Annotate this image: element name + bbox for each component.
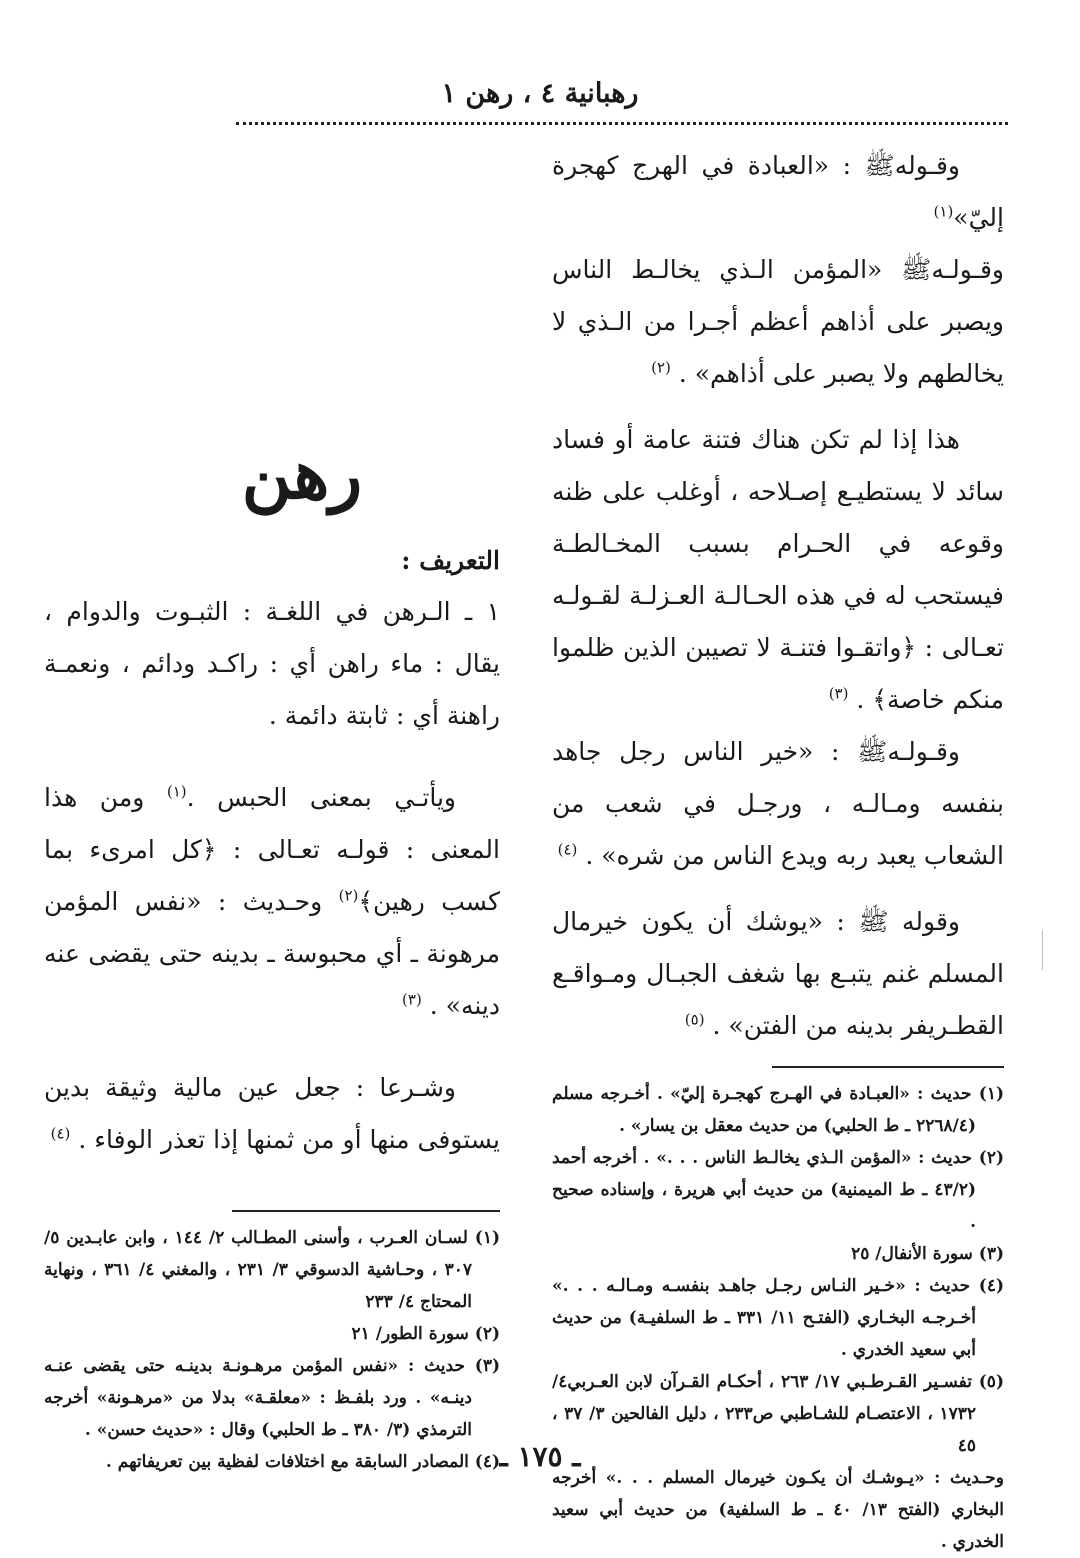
article-title: رهن (241, 435, 363, 515)
footnote-marker: (٥) (684, 1010, 705, 1029)
footnote: (٤) حديث : «خـير النـاس رجـل جاهـد بنفسـه ومـالـه . . .» أخـرجـه البخـاري (الفتـح ١١/ ٣٣١ ـ ط السلفيـة) من حديث أبي سعيد الخدري . (552, 1276, 1004, 1360)
gutter-mark (1042, 930, 1043, 970)
footnote-marker: (٣) (828, 684, 849, 703)
paragraph: هذا إذا لم تكن هناك فتنة عامة أو فساد سائد لا يستطيـع إصـلاحه ، أوغلب على ظنه وقوعه في الحـرام بسبب المخـالطـة فيستحب له في هذه الحـالـة العـزلـة لقـولـه تعـالى : ﴿واتقـوا فتنـة لا تصيبن الذين ظلموا منكم خاصة﴾ . $^{(٣)}$ (552, 425, 1004, 714)
footnote-rule (232, 1210, 500, 1212)
section-heading: التعريف : (401, 546, 500, 575)
footnote-marker: (٢) (651, 358, 671, 377)
paragraph: وقـولـهﷺ «المؤمن الـذي يخالـط الناس ويصبر على أذاهم أعظم أجـرا من الـذي لا يخالطهم ولا يصبر على أذاهم» . $^{(٢)}$ (552, 255, 1004, 388)
footnote: (٢) حديث : «المؤمن الـذي يخالـط الناس . . .» . أخرجه أحمد (٤٣/٢ ـ ط الميمنية) من حديث أبي هريرة ، وإسناده صحيح . (552, 1148, 1004, 1232)
footnote: (٢) سورة الطور/ ٢١ (351, 1324, 500, 1344)
footnote: (١) حديث : «العبـادة في الهـرج كهجـرة إليّ» . أخـرجه مسلم (٢٢٦٨/٤ ـ ط الحلبي) من حديث معقل بن يسار» . (552, 1084, 1004, 1136)
header-dotted-rule (236, 122, 1008, 125)
footnote-marker: (٤) (50, 1124, 71, 1143)
paragraph: ويأتـي بمعنى الحبس .$^{(١)}$ ومن هذا المعنى : قولـه تعـالى : ﴿كل امرىء بما كسب رهين﴾$^{(٢)}$ وحـديث : «نفس المؤمن مرهونة ـ أي محبوسة ـ بدينه حتى يقضى عنه دينه» . $^{(٣)}$ (44, 782, 500, 1020)
footnote: وحـديث : «يـوشـك أن يكـون خيرمال المسلم . . .» أخرجه البخاري (الفتح ١٣/ ٤٠ ـ ط السلفية) من حديث أبي سعيد الخدري . (552, 1468, 1004, 1552)
footnote: (٣) حديث : «نفس المؤمن مرهـونـة بدينـه حتى يقضى عنـه دينـه» . ورد بلفـظ : «معلقـة» بدلا من «مرهـونة» أخرجه الترمذي (٣/ ٣٨٠ ـ ط الحلبي) وقال : «حديث حسن» . (44, 1356, 500, 1440)
footnote: (١) لسـان العـرب ، وأسنى المطـالب ٢/ ١٤٤ ، وابن عابـدين ٥/ ٣٠٧ ، وحـاشية الدسوقي ٣/ ٢٣١ ، والمغني ٤/ ٣٦١ ، ونهاية المحتاج ٤/ ٢٣٣ (44, 1228, 500, 1312)
footnote-marker: (١) (933, 202, 954, 221)
footnote: (٣) سورة الأنفال/ ٢٥ (851, 1244, 1004, 1264)
paragraph: وقـولهﷺ : «العبادة في الهرج كهجرة إليّ»$^{(١)}$ (552, 151, 1004, 232)
page-number: ـ ١٧٥ ـ (499, 1440, 581, 1473)
right-column (552, 140, 1004, 1558)
footnote: (٥) تفسـير القـرطـبي ١٧/ ٢٦٣ ، أحكـام القـرآن لابن العـربي٤/ ١٧٣٢ ، الاعتصـام للشـاطبي ص٢٣٣ ، دليل الفالحين ٣/ ٣٧ ، ٤٥ (552, 1372, 1004, 1456)
footnote: (٤) المصادر السابقة مع اختلافات لفظية بين تعريفاتهم . (105, 1452, 500, 1472)
running-head: رهبانية ٤ ، رهن ١ (441, 78, 639, 109)
paragraph: وشـرعا : جعل عين مالية وثيقة بدين يستوفى منها أو من ثمنها إذا تعذر الوفاء . $^{(٤)}$ (44, 1073, 500, 1154)
paragraph: وقوله ﷺ : «يوشك أن يكون خيرمال المسلم غنم يتبـع بها شغف الجبـال ومـواقـع القطـريفر بدينه من الفتن» . $^{(٥)}$ (552, 907, 1004, 1040)
paragraph: ١ ـ الـرهن في اللغـة : الثبـوت والدوام ، يقال : ماء راهن أي : راكـد ودائم ، ونعمـة راهنة أي : ثابتة دائمة . (44, 597, 500, 730)
left-column (44, 430, 500, 1478)
footnote-marker: (١) (166, 782, 187, 801)
footnote-marker: (٣) (402, 990, 422, 1009)
paragraph: وقـولـهﷺ : «خير الناس رجل جاهد بنفسه ومـالـه ، ورجـل في شعب من الشعاب يعبد ربه ويدع الناس من شره» . $^{(٤)}$ (552, 737, 1004, 870)
footnote-marker: (٤) (557, 840, 578, 859)
footnote-rule (772, 1066, 1004, 1068)
footnote-marker: (٢) (338, 886, 359, 905)
